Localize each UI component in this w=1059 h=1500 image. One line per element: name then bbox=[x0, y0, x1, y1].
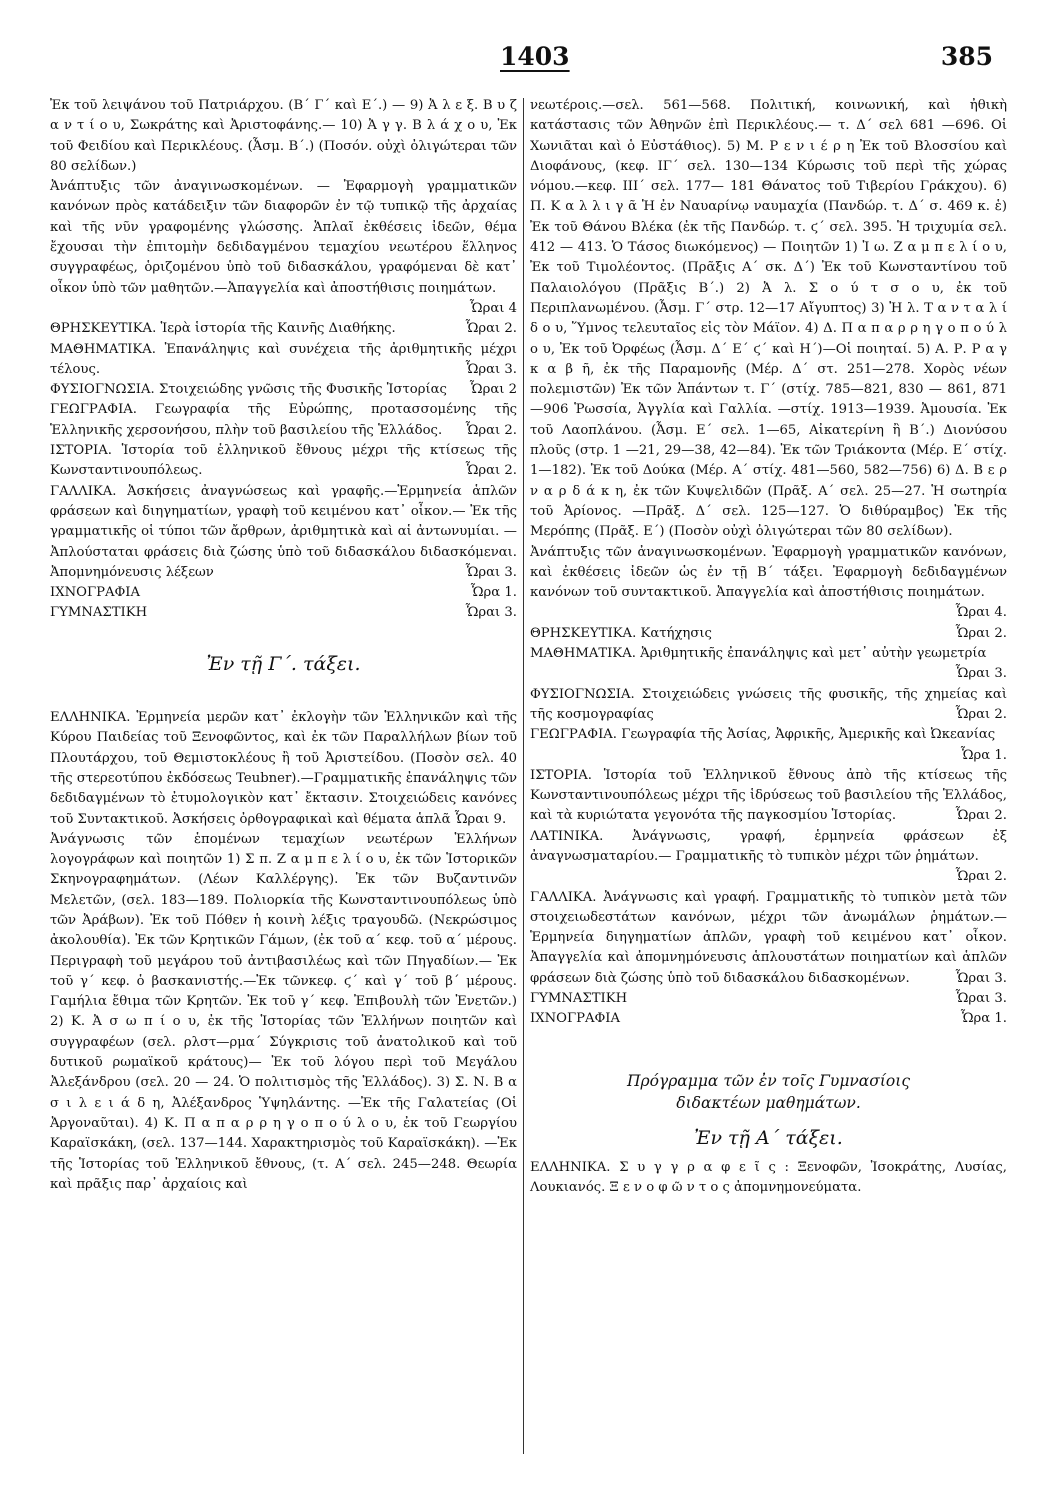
subject-label: ΘΡΗΣΚΕΥΤΙΚΑ. bbox=[530, 625, 637, 641]
subject-label: ΓΕΩΓΡΑΦΙΑ. bbox=[530, 727, 617, 743]
hours: Ὧρα 1. bbox=[960, 1011, 1007, 1027]
hours: Ὧραι 3. bbox=[465, 564, 517, 580]
hours: Ὧραι 2. bbox=[955, 869, 1007, 885]
subject-geography: ΓΕΩΓΡΑΦΙΑ. Γεωγραφία τῆς Εὐρώπης, προτασσομένης τῆς Ἑλληνικῆς χερσονήσου, πλὴν τοῦ βασιλείου τῆς Ἑλλάδος. Ὧραι 2. bbox=[50, 400, 517, 441]
left-column bbox=[50, 96, 517, 1195]
subject-label: ΓΑΛΛΙΚΑ. bbox=[50, 483, 117, 499]
subject-physics: ΦΥΣΙΟΓΝΩΣΙΑ. Στοιχειώδεις γνώσεις τῆς φυσικῆς, τῆς χημείας καὶ τῆς κοσμογραφίας Ὧραι 2. bbox=[530, 685, 1007, 726]
hours: Ὧραι 2. bbox=[465, 463, 517, 479]
subject-label: ΙΣΤΟΡΙΑ. bbox=[530, 767, 592, 783]
paragraph: νεωτέροις.—σελ. 561—568. Πολιτική, κοινωνική, καὶ ἠθικὴ κατάστασις τῶν Ἀθηνῶν ἐπὶ Περικλέους.— τ. Δ΄ σελ 681 —696. Οἱ Χωνιᾶται καὶ ὁ Εὐστάθιος). 5) Μ. Ρ ε ν ι έ ρ η Ἐκ τοῦ Βλοσσίου καὶ Διοφάνους, (κεφ. ΙΓ΄ σελ. 130—134 Κύρωσις τοῦ περὶ τῆς χώρας νόμου.—κεφ. ΙΙΙ΄ σελ. 177— 181 Θάνατος τοῦ Τιβερίου Γράκχου). 6) Π. Κ α λ λ ι γ ᾶ Ἡ ἐν Ναυαρίνῳ ναυμαχία (Πανδώρ. τ. Δ΄ σ. 469 κ. ἑ) Ἐκ τοῦ Θάνου Βλέκα (ἐκ τῆς Πανδώρ. τ. ϛ΄ σελ. 395. Ἡ τριχυμία σελ. 412 — 413. Ὁ Τάσος διωκόμενος) — Ποιητῶν 1) Ἰ ω. Ζ α μ π ε λ ί ο υ, Ἐκ τοῦ Τιμολέοντος. (Πρᾶξις Α΄ σκ. Δ΄) Ἐκ τοῦ Κωνσταντίνου τοῦ Παλαιολόγου (Πρᾶξις Β΄.) 2) Ἀ λ. Σ ο ύ τ σ ο υ, ἐκ τοῦ Περιπλανωμένου. (Ἆσμ. Γ΄ στρ. 12—17 Αἴγυπτος) 3) Ἠ λ. Τ α ν τ α λ ί δ ο υ, Ὕμνος τελευταῖος εἰς τὸν Μάϊον. 4) Δ. Π α π α ρ ρ η γ ο π ο ύ λ ο υ, Ἐκ τοῦ Ὀρφέως (Ἆσμ. Δ΄ Ε΄ ϛ΄ καὶ Η΄)—Οἱ ποιηταί. 5) Α. Ρ. Ρ α γ κ α β ῆ, ἐκ τῆς Παραμονῆς (Μέρ. Δ΄ στ. 251—278. Χορὸς νέων πολεμιστῶν) Ἐκ τῶν Ἁπάντων τ. Γ΄ (στίχ. 785—821, 830 — 861, 871—906 Ῥωσσία, Ἀγγλία καὶ Γαλλία. —στίχ. 1913—1939. Ἀμουσία. Ἐκ τοῦ Λαοπλάνου. (Ἆσμ. Ε΄ σελ. 1—65, Αἰκατερίνη ἢ Β΄.) Διονύσου πλοῦς (στρ. 1 —21, 29—38, 42—84). Ἐκ τῶν Τριάκοντα (Μέρ. Ε΄ στίχ. 1—182). Ἐκ τοῦ Δούκα (Μέρ. Α΄ στίχ. 481—560, 582—756) 6) Δ. Β ε ρ ν α ρ δ ά κ η, ἐκ τῶν Κυψελιδῶν (Πρᾶξ. Α΄ σελ. 25—27. Ἡ σωτηρία τοῦ Ἀρίονος. —Πρᾶξ. Δ΄ σελ. 125—127. Ὁ διθύραμβος) Ἐκ τῆς Μερόπης (Πρᾶξ. Ε΄) (Ποσὸν οὐχὶ ὀλιγώτεραι τῶν 80 σελίδων). bbox=[530, 98, 1007, 540]
column-divider bbox=[523, 98, 524, 1454]
hours: Ὧραι 2. bbox=[955, 706, 1007, 722]
subject-geography: ΓΕΩΓΡΑΦΙΑ. Γεωγραφία τῆς Ἀσίας, Ἀφρικῆς, Ἀμερικῆς καὶ Ὠκεανίας Ὧρα 1. bbox=[530, 725, 1007, 745]
subject-physics: ΦΥΣΙΟΓΝΩΣΙΑ. Στοιχειώδης γνῶσις τῆς Φυσικῆς Ἱστορίας Ὧραι 2 bbox=[50, 380, 517, 400]
subject-label: ΦΥΣΙΟΓΝΩΣΙΑ. bbox=[50, 382, 155, 398]
hours: Ὧραι 3. bbox=[955, 666, 1007, 682]
volume-page-number: 385 bbox=[940, 42, 993, 71]
subject-label: ΕΛΛΗΝΙΚΑ. bbox=[530, 1159, 611, 1175]
subject-label: ΦΥΣΙΟΓΝΩΣΙΑ. bbox=[530, 686, 635, 702]
paragraph: Ἀνάγνωσις τῶν ἑπομένων τεμαχίων νεωτέρων Ἑλλήνων λογογράφων καὶ ποιητῶν 1) Σ π. Ζ α μ π ε λ ί ο υ, ἐκ τῶν Ἱστορικῶν Σκηνογραφημάτων. (Λέων Καλλέργης). Ἐκ τῶν Βυζαντινῶν Μελετῶν, (σελ. 183—189. Πολιορκία τῆς Κωνσταντινουπόλεως ὑπὸ τῶν Ἀράβων). Ἐκ τοῦ Πόθεν ἡ κοινὴ λέξις τραγουδῶ. (Νεκρώσιμος ἀκολουθία). Ἐκ τῶν Κρητικῶν Γάμων, (ἐκ τοῦ α΄ κεφ. τοῦ α΄ μέρους. Περιγραφὴ τοῦ μεγάρου τοῦ ἀντιβασιλέως καὶ τῶν Πηγαδίων.— Ἐκ τοῦ γ΄ κεφ. ὁ βασκανιστής.—Ἐκ τῶνκεφ. ϛ΄ καὶ γ΄ τοῦ β΄ μέρους. Γαμήλια ἔθιμα τῶν Κρητῶν. Ἐκ τοῦ γ΄ κεφ. Ἐπιβουλὴ τῶν Ἐνετῶν.) 2) Κ. Ἀ σ ω π ί ο υ, ἐκ τῆς Ἱστορίας τῶν Ἑλλήνων ποιητῶν καὶ συγγραφέων (σελ. ρλστ—ρμα΄ Σύγκρισις τοῦ ἀνατολικοῦ καὶ τοῦ δυτικοῦ ρωμαϊκοῦ κράτους)— Ἐκ τοῦ λόγου περὶ τοῦ Μεγάλου Ἀλεξάνδρου (σελ. 20 — 24. Ὁ πολιτισμὸς τῆς Ἑλλάδος). 3) Σ. Ν. Β α σ ι λ ε ι ά δ η, Ἀλέξανδρος Ὑψηλάντης. —Ἐκ τῆς Γαλατείας (Οἱ Ἀργοναῦται). 4) Κ. Π α π α ρ ρ η γ ο π ο ύ λ ο υ, ἐκ τοῦ Γεωργίου Καραϊσκάκη, (σελ. 137—144. Χαρακτηρισμὸς τοῦ Καραϊσκάκη). —Ἐκ τῆς Ἱστορίας τοῦ Ἑλληνικοῦ ἔθνους, (τ. Α΄ σελ. 245—248. Θεωρία καὶ πρᾶξις παρ᾽ ἀρχαίοις καὶ bbox=[50, 831, 517, 1192]
hours: Ὧραι 3. bbox=[955, 970, 1007, 986]
subject-greek: ΕΛΛΗΝΙΚΑ. Ἑρμηνεία μερῶν κατ᾽ ἐκλογὴν τῶν Ἑλληνικῶν καὶ τῆς Κύρου Παιδείας τοῦ Ξενοφῶντος, καὶ ἐκ τῶν Παραλλήλων βίων τοῦ Πλουτάρχου, τοῦ Θεμιστοκλέους ἢ τοῦ Ἀριστείδου. (Ποσὸν σελ. 40 τῆς στερεοτύπου ἐκδόσεως Teubner).—Γραμματικῆς ἐπανάληψις τῶν δεδιδαγμένων τὸ ἐτυμολογικὸν κατ᾽ ἔκτασιν. Στοιχειώδεις κανόνες τοῦ Συντακτικοῦ. Ἀσκήσεις ὀρθογραφικαὶ καὶ θέματα ἁπλᾶ Ὧραι 9. bbox=[50, 710, 517, 827]
page-number: 1403 bbox=[500, 42, 570, 71]
hours: Ὧραι 4. bbox=[955, 605, 1007, 621]
subject-label: ΙΣΤΟΡΙΑ. bbox=[50, 443, 112, 459]
hours: Ὧραι 2. bbox=[465, 422, 517, 438]
hours: Ὧραι 2. bbox=[955, 808, 1007, 824]
paragraph: Ἀνάπτυξις τῶν ἀναγινωσκομένων. Ἐφαρμογὴ γραμματικῶν κανόνων, καὶ ἐκθέσεις ἰδεῶν ὡς ἐν τῇ Β΄ τάξει. Ἐφαρμογὴ δεδιδαγμένων κανόνων τοῦ συντακτικοῦ. Ἀπαγγελία καὶ ἀποστήθισις ποιημάτων. Ὧραι 4. bbox=[530, 543, 1007, 604]
paragraph: Ἀνάπτυξις τῶν ἀναγινωσκομένων. — Ἐφαρμογὴ γραμματικῶν κανόνων πρὸς κατάδειξιν τῶν διαφορῶν ἐν τῷ τυπικῷ τῆς ἀρχαίας καὶ τῆς νῦν γραφομένης γλώσσης. Ἁπλαῖ ἐκθέσεις ἰδεῶν, θέμα ἔχουσαι τὴν ἐπιτομὴν δεδιδαγμένου τεμαχίου νεωτέρου ἕλληνος συγγραφέως, ὁριζομένου ὑπὸ τοῦ διδασκάλου, γραφόμεναι δὲ κατ᾽ οἶκον ὑπὸ τῶν μαθητῶν.—Ἀπαγγελία καὶ ἀποστήθισις ποιημάτων. Ὧραι 4 bbox=[50, 177, 517, 299]
subject-math: ΜΑΘΗΜΑΤΙΚΑ. Ἀριθμητικῆς ἐπανάληψις καὶ μετ᾽ αὐτὴν γεωμετρία Ὧραι 3. bbox=[530, 644, 1007, 664]
subject-french: ΓΑΛΛΙΚΑ. Ἀσκήσεις ἀναγνώσεως καὶ γραφῆς.—Ἑρμηνεία ἁπλῶν φράσεων καὶ διηγηματίων, γραφὴ τοῦ κειμένου κατ᾽ οἶκον.— Ἐκ τῆς γραμματικῆς οἱ τύποι τῶν ἄρθρων, ἀριθμητικὰ καὶ αἱ ἀντωνυμίαι. —Ἀπλούσταται φράσεις διὰ ζώσης ὑπὸ τοῦ διδασκάλου διδασκόμεναι. Ἀπομνημόνευσις λέξεων Ὧραι 3. bbox=[50, 482, 517, 583]
paragraph: Ἐκ τοῦ λειψάνου τοῦ Πατριάρχου. (Β΄ Γ΄ καὶ Ε΄.) — 9) Ἀ λ ε ξ. Β υ ζ α ν τ ί ο υ, Σωκράτης καὶ Ἀριστοφάνης.— 10) Ἀ γ γ. Β λ ά χ ο υ, Ἐκ τοῦ Φειδίου καὶ Περικλέους. (Ἆσμ. Β΄.) (Ποσόν. οὐχὶ ὀλιγώτεραι τῶν 80 σελίδων.) bbox=[50, 98, 517, 174]
subject-label: ΛΑΤΙΝΙΚΑ. bbox=[530, 828, 604, 844]
subject-gymnastics bbox=[530, 989, 1007, 1009]
subject-greek: ΕΛΛΗΝΙΚΑ. Σ υ γ γ ρ α φ ε ῖ ς : Ξενοφῶν, Ἰσοκράτης, Λυσίας, Λουκιανός. Ξ ε ν ο φ ῶ ν τ ο ς ἀπομνημονεύματα. bbox=[530, 1159, 1007, 1196]
hours: Ὧραι 4 bbox=[469, 300, 517, 316]
right-column bbox=[530, 96, 1007, 1199]
hours: Ὧραι 3. bbox=[465, 361, 517, 377]
hours: Ὧραι 2. bbox=[955, 625, 1007, 641]
subject-label: ΘΡΗΣΚΕΥΤΙΚΑ. bbox=[50, 321, 157, 337]
program-title: Πρόγραμμα τῶν ἐν τοῖς Γυμνασίοις διδακτέων μαθημάτων. bbox=[626, 1071, 911, 1112]
subject-religion: ΘΡΗΣΚΕΥΤΙΚΑ. Κατήχησις Ὧραι 2. bbox=[530, 624, 1007, 644]
hours: Ὧραι 2. bbox=[465, 321, 517, 337]
hours: Ὧραι 2 bbox=[469, 382, 517, 398]
hours: Ὧρα 1. bbox=[470, 585, 517, 601]
hours: Ὧραι 3. bbox=[465, 605, 517, 621]
subject-gymnastics bbox=[50, 603, 517, 623]
class-heading: Ἐν τῇ Α΄ τάξει. bbox=[694, 1126, 843, 1149]
hours: Ὧραι 3. bbox=[955, 991, 1007, 1007]
hours: Ὧρα 1. bbox=[960, 747, 1007, 763]
page-header bbox=[0, 42, 1059, 82]
subject-drawing bbox=[530, 1009, 1007, 1029]
subject-history: ΙΣΤΟΡΙΑ. Ἱστορία τοῦ ἑλληνικοῦ ἔθνους μέχρι τῆς κτίσεως τῆς Κωνσταντινουπόλεως. Ὧραι 2. bbox=[50, 441, 517, 482]
subject-label: ΓΥΜΝΑΣΤΙΚΗ bbox=[530, 991, 628, 1007]
subject-label: ΙΧΝΟΓΡΑΦΙΑ bbox=[530, 1011, 621, 1027]
subject-latin: ΛΑΤΙΝΙΚΑ. Ἀνάγνωσις, γραφή, ἑρμηνεία φράσεων ἐξ ἀναγνωσματαρίου.— Γραμματικῆς τὸ τυπικὸν μέχρι τῶν ῥημάτων. Ὧραι 2. bbox=[530, 827, 1007, 868]
subject-french: ΓΑΛΛΙΚΑ. Ἀνάγνωσις καὶ γραφή. Γραμματικῆς τὸ τυπικὸν μετὰ τῶν στοιχειωδεστάτων κανόνων, μέχρι τῶν ἀνωμάλων ῥημάτων.—Ἑρμηνεία διηγηματίων ἁπλῶν, γραφὴ τοῦ κειμένου κατ᾽ οἶκον. Ἀπαγγελία καὶ ἀπομνημόνευσις ἁπλουστάτων ποιηματίων καὶ ἁπλῶν φράσεων διὰ ζώσης ὑπὸ τοῦ διδασκάλου διδασκομένων. Ὧραι 3. bbox=[530, 888, 1007, 989]
subject-math: ΜΑΘΗΜΑΤΙΚΑ. Ἐπανάληψις καὶ συνέχεια τῆς ἀριθμητικῆς μέχρι τέλους. Ὧραι 3. bbox=[50, 340, 517, 381]
subject-label: ΕΛΛΗΝΙΚΑ. bbox=[50, 710, 131, 726]
subject-religion: ΘΡΗΣΚΕΥΤΙΚΑ. Ἱερὰ ἱστορία τῆς Καινῆς Διαθήκης. Ὧραι 2. bbox=[50, 319, 517, 339]
subject-label: ΜΑΘΗΜΑΤΙΚΑ. bbox=[530, 646, 636, 662]
subject-label: ΓΕΩΓΡΑΦΙΑ. bbox=[50, 402, 137, 418]
class-heading: Ἐν τῇ Γ΄. τάξει. bbox=[206, 652, 361, 675]
subject-label: ΙΧΝΟΓΡΑΦΙΑ bbox=[50, 585, 141, 601]
subject-history: ΙΣΤΟΡΙΑ. Ἱστορία τοῦ Ἑλληνικοῦ ἔθνους ἀπὸ τῆς κτίσεως τῆς Κωνσταντινουπόλεως μέχρι τῆς ἱδρύσεως τοῦ βασιλείου τῆς Ἑλλάδος, καὶ τὰ κυριώτατα γεγονότα τῆς παγκοσμίου Ἱστορίας. Ὧραι 2. bbox=[530, 766, 1007, 827]
subject-label: ΓΑΛΛΙΚΑ. bbox=[530, 889, 597, 905]
subject-label: ΓΥΜΝΑΣΤΙΚΗ bbox=[50, 605, 148, 621]
subject-drawing bbox=[50, 583, 517, 603]
subject-label: ΜΑΘΗΜΑΤΙΚΑ. bbox=[50, 341, 156, 357]
